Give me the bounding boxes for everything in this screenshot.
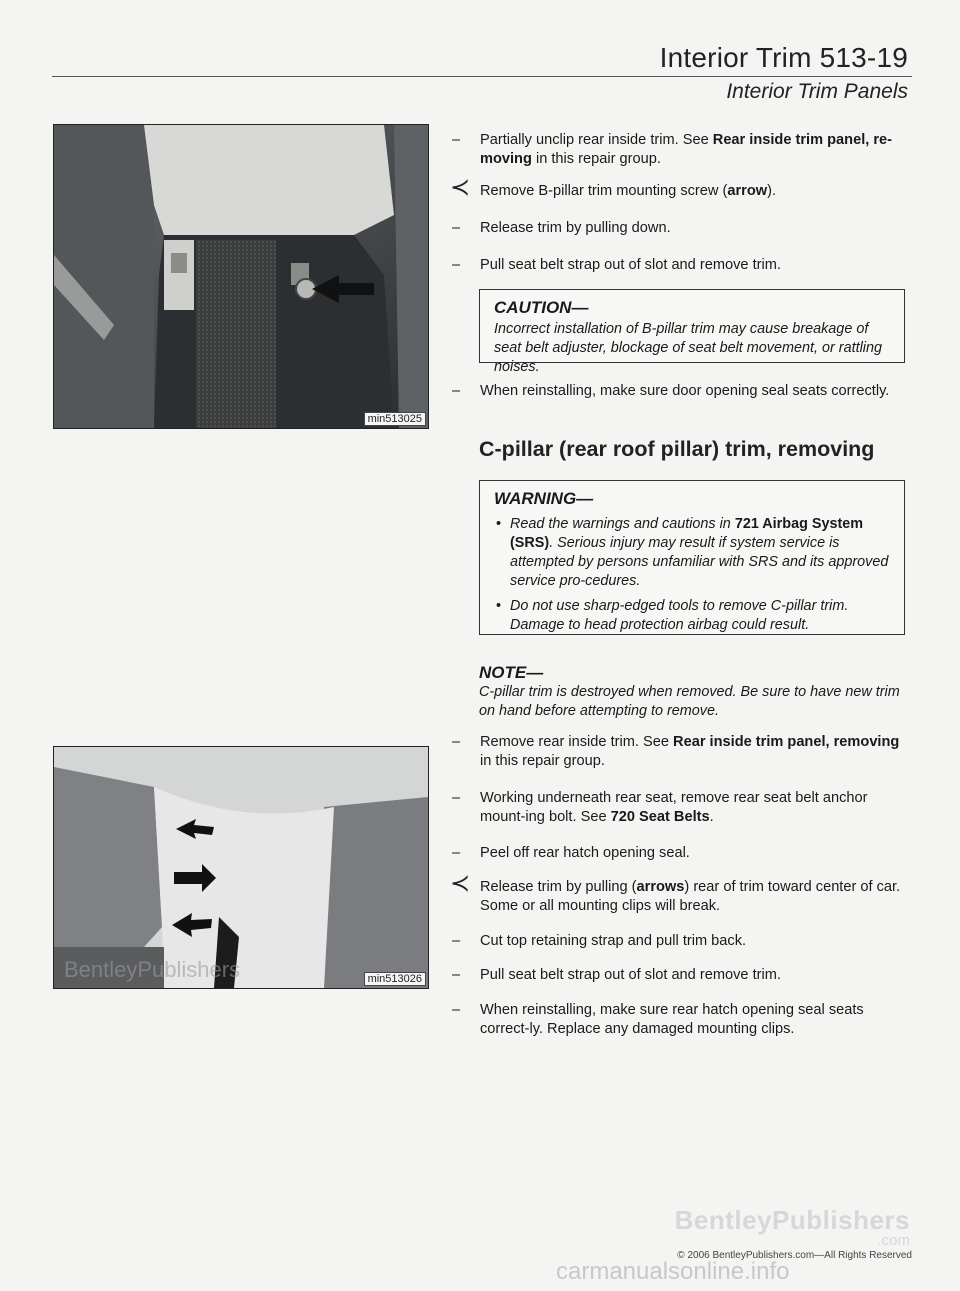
warning-title: WARNING— xyxy=(494,489,594,508)
step-text: Pull seat belt strap out of slot and remove trim. xyxy=(480,967,781,983)
note-text: C-pillar trim is destroyed when removed. Be sure to have new trim on hand before attempting to remove. xyxy=(479,684,900,719)
header-rule xyxy=(52,76,912,77)
svg-text:BentleyPublishers: BentleyPublishers xyxy=(64,957,241,982)
step-dash: – xyxy=(452,967,461,983)
warning-text-part: Read the warnings and cautions in xyxy=(510,516,735,532)
step-text xyxy=(480,789,912,827)
step-text-part: in this repair group. xyxy=(531,151,661,167)
section-heading: C-pillar (rear roof pillar) trim, removing xyxy=(479,437,875,461)
step-dash: – xyxy=(452,1002,461,1018)
step-dash: – xyxy=(452,734,461,750)
copyright-notice: © 2006 BentleyPublishers.com—All Rights Reserved xyxy=(677,1250,912,1261)
step-bold-text: arrow xyxy=(727,183,768,199)
c-pillar-illustration xyxy=(54,747,428,988)
step-dash: – xyxy=(452,383,461,399)
step-dash: – xyxy=(452,933,461,949)
warning-bullet xyxy=(494,515,892,591)
pointer-arrow-icon: ≺ xyxy=(450,870,471,897)
publisher-logo-suffix: .com xyxy=(877,1232,910,1249)
b-pillar-illustration xyxy=(54,125,428,428)
caution-box xyxy=(479,289,905,375)
step-text-part: . xyxy=(709,809,714,825)
step-text xyxy=(480,733,912,771)
step-dash: – xyxy=(452,220,461,236)
step-link-text: 720 Seat Belts xyxy=(610,809,710,825)
step-text-part: Release trim by pulling ( xyxy=(480,879,637,895)
step-bold-text: arrows xyxy=(636,879,685,895)
step-link-text: Rear inside trim panel, re-moving xyxy=(480,132,893,167)
step-text-part: in this repair group. xyxy=(480,753,605,769)
step-dash: – xyxy=(452,132,461,148)
warning-text-part: . Serious injury may result if system service is attempted by persons unfamiliar with SRS and its approved service pro-cedures. xyxy=(510,535,889,589)
note-title: NOTE— xyxy=(479,663,544,682)
step-text xyxy=(480,182,912,201)
step-text: Peel off rear hatch opening seal. xyxy=(480,845,690,861)
step-text xyxy=(480,878,912,916)
step-text-part: Partially unclip rear inside trim. See xyxy=(480,132,713,148)
step-text: Release trim by pulling down. xyxy=(480,220,671,236)
step-text-part: ). xyxy=(767,183,777,199)
step-text: Cut top retaining strap and pull trim back. xyxy=(480,933,747,949)
step-dash: – xyxy=(452,845,461,861)
warning-reference: 721 Airbag System (SRS) xyxy=(510,516,864,551)
step-text-part: Remove B-pillar trim mounting screw ( xyxy=(480,183,728,199)
step-text xyxy=(480,131,912,169)
warning-bullet: • Do not use sharp-edged tools to remove C-pillar trim. Damage to head protection airbag could result. xyxy=(494,597,892,635)
step-dash: – xyxy=(452,257,461,273)
pointer-arrow-icon: ≺ xyxy=(450,174,471,201)
step-text: When reinstalling, make sure rear hatch opening seal seats correct-ly. Replace any damaged mounting clips. xyxy=(480,1002,864,1037)
warning-box xyxy=(479,480,905,635)
photo-caption: min513026 xyxy=(364,972,426,986)
step-text: Pull seat belt strap out of slot and remove trim. xyxy=(480,257,781,273)
caution-title: CAUTION— xyxy=(494,298,589,317)
step-dash: – xyxy=(452,790,461,806)
site-watermark: carmanualsonline.info xyxy=(556,1258,790,1285)
publisher-logo: BentleyPublishers xyxy=(674,1205,910,1235)
page-header-title: Interior Trim 513-19 xyxy=(659,42,908,73)
photo-caption: min513025 xyxy=(364,412,426,426)
step-text-part: Remove rear inside trim. See xyxy=(480,734,674,750)
page-header-subtitle: Interior Trim Panels xyxy=(726,80,908,103)
step-link-text: Rear inside trim panel, removing xyxy=(673,734,900,750)
step-text: When reinstalling, make sure door opening seal seats correctly. xyxy=(480,383,890,399)
photo-b-pillar xyxy=(53,124,429,429)
step-text-part: ) rear of trim toward center of car. Some or all mounting clips will break. xyxy=(480,879,901,914)
photo-c-pillar xyxy=(53,746,429,989)
caution-text: Incorrect installation of B-pillar trim may cause breakage of seat belt adjuster, blockage of seat belt movement, or rattling noises. xyxy=(494,321,882,375)
step-text-part: Working underneath rear seat, remove rear seat belt anchor mount-ing bolt. See xyxy=(480,790,868,825)
